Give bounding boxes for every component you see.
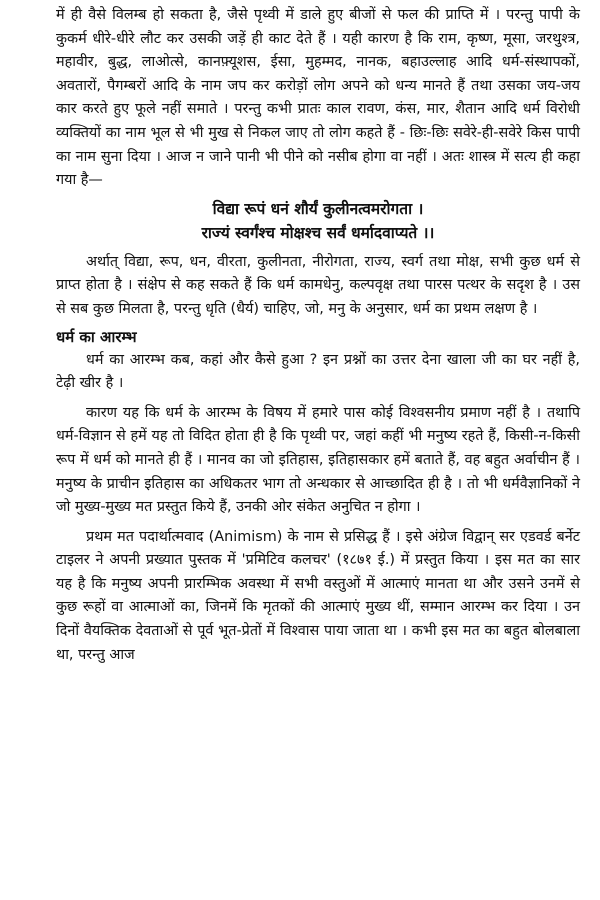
section-heading: धर्म का आरम्भ (56, 327, 137, 346)
body-paragraph-3: प्रथम मत पदार्थात्मवाद (Animism) के नाम से प्रसिद्ध हैं । इसे अंग्रेज विद्वान् सर एडवर्ड बर्नेट टाइलर ने अपनी प्रख्यात पुस्तक में 'प्रमिटिव कलचर' (१८७१ ई.) में प्रस्तुत किया । इस मत का सार यह है कि मनुष्य अपनी प्रारम्भिक अवस्था में सभी वस्तुओं में आत्माएं मानता था और उसने उनमें से कुछ रूहों वा आत्माओं का, जिनमें कि मृतकों की आत्माएं मुख्य थीं, सम्मान आरम्भ कर दिया । उन दिनों वैयक्तिक देवताओं से पूर्व भूत-प्रेतों में विश्वास पाया जाता था । कभी इस मत का बहुत बोलबाला था, परन्तु आज (56, 528, 580, 663)
body-paragraph-1: धर्म का आरम्भ कब, कहां और कैसे हुआ ? इन प्रश्नों का उत्तर देना खाला जी का घर नहीं है, टेढ़ी खीर है । (56, 351, 580, 392)
meaning-paragraph: अर्थात् विद्या, रूप, धन, वीरता, कुलीनता, नीरोगता, राज्य, स्वर्ग तथा मोक्ष, सभी कुछ धर्म से प्राप्त होता है । संक्षेप से कह सकते हैं कि धर्म कामधेनु, कल्पवृक्ष तथा पारस पत्थर के सदृश है । उस से सब कुछ मिलता है, परन्तु धृति (धैर्य) चाहिए, जो, मनु के अनुसार, धर्म का प्रथम लक्षण है । (56, 253, 580, 317)
body-paragraph-2: कारण यह कि धर्म के आरम्भ के विषय में हमारे पास कोई विश्वसनीय प्रमाण नहीं है । तथापि धर्म-विज्ञान से हमें यह तो विदित होता ही है कि पृथ्वी पर, जहां कहीं भी मनुष्य रहते हैं, किसी-न-किसी रूप में धर्म को मानते ही हैं । मानव का जो इतिहास, इतिहासकार हमें बताते हैं, वह बहुत अर्वाचीन हैं । मनुष्य के प्राचीन इतिहास का अधिकतर भाग तो अन्धकार से आच्छादित ही है । तो भी धर्मवैज्ञानिकों ने जो मुख्य-मुख्य मत प्रस्तुत किये हैं, उनकी ओर संकेत अनुचित न होगा । (56, 404, 580, 516)
sanskrit-verse (56, 197, 580, 245)
verse-line-2: राज्यं स्वर्गंश्च मोक्षश्च सर्वं धर्मादवाप्यते ।। (201, 222, 435, 242)
verse-line-1: विद्या रूपं धनं शौर्यं कुलीनत्वमरोगता । (212, 198, 424, 218)
intro-paragraph: में ही वैसे विलम्ब हो सकता है, जैसे पृथ्वी में डाले हुए बीजों से फल की प्राप्ति में । परन्तु पापी के कुकर्म धीरे-धीरे लौट कर उसकी जड़ें ही काट देते हैं । यही कारण है कि राम, कृष्ण, मूसा, जरथुश्त्र, महावीर, बुद्ध, लाओत्से, कानफ़्यूशस, ईसा, मुहम्मद, नानक, बहाउल्लाह आदि धर्म-संस्थापकों, अवतारों, पैगम्बरों आदि के नाम जप कर करोड़ों लोग अपने को धन्य मानते हैं तथा उसका जय-जय कार करते हुए फूले नहीं समाते । परन्तु कभी प्रातः काल रावण, कंस, मार, शैतान आदि धर्म विरोधी व्यक्तियों का नाम भूल से भी मुख से निकल जाए तो लोग कहते हैं - छिः-छिः सवेरे-ही-सवेरे किस पापी का नाम सुना दिया । आज न जाने पानी भी पीने को नसीब होगा वा नहीं । अतः शास्त्र में सत्य ही कहा गया है— (56, 7, 580, 189)
